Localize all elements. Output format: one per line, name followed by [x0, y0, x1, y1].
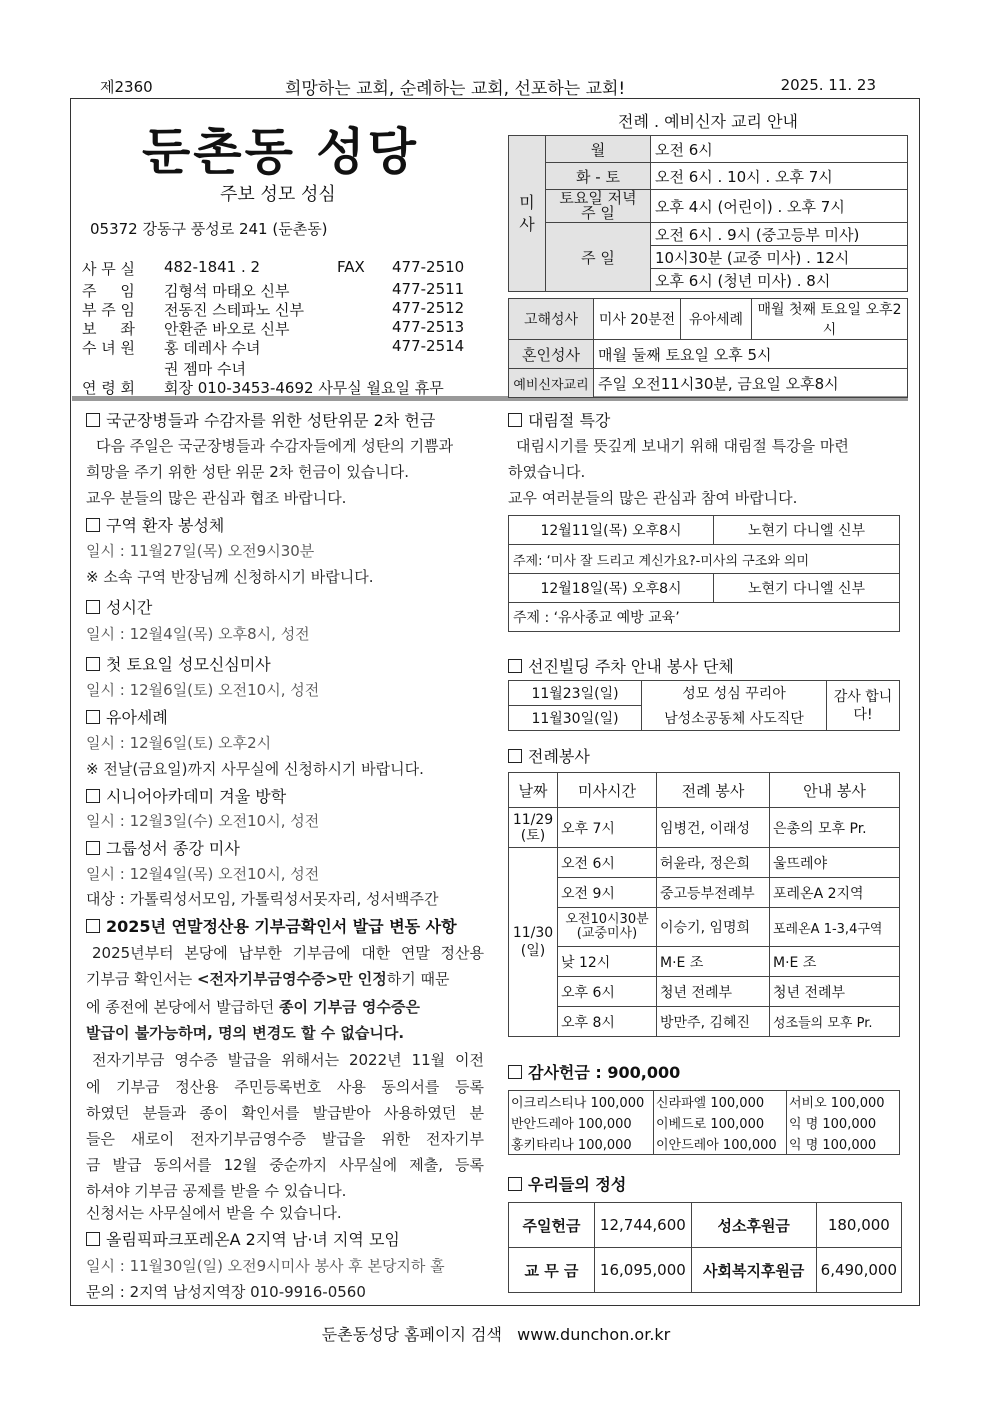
text-line: 교우 여러분들의 많은 관심과 참여 바랍니다. [508, 489, 798, 507]
offering-value: 12,744,600 [595, 1203, 692, 1248]
checkbox-icon [86, 1232, 100, 1246]
checkbox-icon [86, 657, 100, 671]
pastor-label: 주 임 [82, 282, 135, 300]
aide-name: 안환준 바오로 신부 [164, 320, 290, 338]
liturgy-guides: 성조들의 모후 Pr. [770, 1007, 900, 1037]
liturgy-table [508, 772, 900, 1037]
convent2-name: 권 젬마 수녀 [164, 360, 246, 378]
liturgy-guides: 울뜨레야 [770, 848, 900, 878]
liturgy-servers: 중고등부전례부 [657, 878, 770, 908]
fax-number: 477-2510 [392, 258, 465, 276]
church-name: 둔촌동 성당 [142, 122, 419, 181]
liturgy-servers: 허윤라, 정은희 [657, 848, 770, 878]
lecture-speaker: 노현기 다니엘 신부 [714, 574, 900, 603]
text-line: 일시 : 11월30일(일) 오전9시미사 봉사 후 본당지하 홀 [86, 1257, 445, 1275]
text-line: 대림시기를 뜻깊게 보내기 위해 대림절 특강을 마련 [516, 437, 849, 455]
parking-group: 남성소공동체 사도직단 [642, 706, 827, 731]
checkbox-icon [508, 413, 522, 427]
text-line: 일시 : 12월6일(토) 오후2시 [86, 734, 272, 752]
aide-label: 보 좌 [82, 320, 135, 338]
text-line: 일시 : 12월4일(목) 오전10시, 성전 [86, 865, 320, 883]
text-line: 일시 : 12월6일(토) 오전10시, 성전 [86, 681, 320, 699]
col-header: 미사시간 [558, 773, 657, 808]
checkbox-icon [508, 659, 522, 673]
liturgy-servers: 방만주, 김혜진 [657, 1007, 770, 1037]
text-line: 들은 새로이 전자기부금영수증 발급을 위한 전자기부 [86, 1130, 484, 1148]
section-title: 유아세례 [86, 705, 168, 728]
section-title: 2025년 연말정산용 기부금확인서 발급 변동 사항 [86, 914, 457, 937]
col-header: 안내 봉사 [770, 773, 900, 808]
section-title: 국군장병들과 수감자를 위한 성탄위문 2차 헌금 [86, 408, 435, 431]
checkbox-icon [86, 789, 100, 803]
convent-tel: 477-2514 [392, 337, 465, 355]
offering-value: 16,095,000 [595, 1248, 692, 1293]
mass-day: 주 일 [546, 223, 651, 292]
mass-table [508, 135, 908, 292]
donor: 신라파엘 100,000 [654, 1091, 787, 1113]
text-line: 기부금 확인서는 <전자기부금영수증>만 인정하기 때문 [86, 970, 450, 988]
convent-name: 홍 데레사 수녀 [164, 339, 261, 357]
mass-title: 전례 . 예비신자 교리 안내 [618, 112, 798, 131]
catechism-label: 예비신자교리 [509, 369, 594, 398]
issue-number: 제2360 [100, 78, 153, 96]
checkbox-icon [86, 518, 100, 532]
pastor-tel: 477-2511 [392, 280, 465, 298]
parking-thanks: 감사 합니다! [827, 681, 900, 731]
checkbox-icon [508, 749, 522, 763]
checkbox-icon [86, 413, 100, 427]
council-text: 회장 010-3453-4692 사무실 월요일 휴무 [164, 379, 444, 397]
parking-table [508, 680, 900, 731]
liturgy-guides: M·E 조 [770, 947, 900, 977]
aide-tel: 477-2513 [392, 318, 465, 336]
confession-time: 미사 20분전 [594, 299, 681, 340]
footer-homepage: 둔촌동성당 홈페이지 검색 www.dunchon.or.kr [321, 1325, 671, 1344]
liturgy-time: 오전 6시 [558, 848, 657, 878]
section-title: 시니어아카데미 겨울 방학 [86, 784, 286, 807]
donor: 익 명 100,000 [787, 1133, 900, 1155]
lecture-speaker: 노현기 다니엘 신부 [714, 516, 900, 545]
assistant-name: 전동진 스테파노 신부 [164, 301, 304, 319]
mass-times: 오전 6시 [651, 136, 908, 163]
liturgy-guides: 포레온A 2지역 [770, 878, 900, 908]
liturgy-servers: 청년 전례부 [657, 977, 770, 1007]
section-title: 전례봉사 [508, 744, 590, 767]
offering-label: 사회복지후원금 [691, 1248, 816, 1293]
donor: 홍키타리나 100,000 [509, 1133, 654, 1155]
wedding-time: 매월 둘째 토요일 오후 5시 [594, 340, 908, 369]
text-line: 에 기부금 정산용 주민등록번호 사용 동의서를 등록 [86, 1078, 484, 1096]
donor: 서비오 100,000 [787, 1091, 900, 1113]
liturgy-guides: 포레온A 1-3,4구역 [770, 908, 900, 947]
text-line: ※ 전날(금요일)까지 사무실에 신청하시기 바랍니다. [86, 760, 424, 778]
liturgy-guides: 은총의 모후 Pr. [770, 808, 900, 848]
section-title: 올림픽파크포레온A 2지역 남·녀 지역 모임 [86, 1227, 400, 1250]
issue-date: 2025. 11. 23 [780, 76, 876, 94]
catechism-time: 주일 오전11시30분, 금요일 오후8시 [594, 369, 908, 398]
offering-table [508, 1202, 902, 1293]
confession-label: 고해성사 [509, 299, 594, 340]
parking-date: 11월23일(일) [509, 681, 642, 706]
section-title: 대림절 특강 [508, 408, 610, 431]
text-line: 다음 주일은 국군장병들과 수감자들에게 성탄의 기쁨과 [96, 437, 454, 455]
liturgy-servers: M·E 조 [657, 947, 770, 977]
text-line: 교우 분들의 많은 관심과 협조 바랍니다. [86, 489, 347, 507]
mass-day: 월 [546, 136, 651, 163]
text-line: 대상 : 가톨릭성서모임, 가톨릭성서못자리, 성서백주간 [86, 890, 439, 908]
mass-times: 오전 6시 . 10시 . 오후 7시 [651, 163, 908, 190]
liturgy-servers: 임병건, 이래성 [657, 808, 770, 848]
text-line: 일시 : 12월3일(수) 오전10시, 성전 [86, 812, 320, 830]
liturgy-time: 오전10시30분 (교중미사) [558, 908, 657, 947]
thanks-offering-table [508, 1090, 900, 1155]
liturgy-time: 오후 7시 [558, 808, 657, 848]
liturgy-date: 11/29 (토) [509, 808, 558, 848]
section-title: 우리들의 정성 [508, 1172, 626, 1195]
text-line: 하셔야 기부금 공제를 받을 수 있습니다. [86, 1182, 347, 1200]
checkbox-icon [86, 919, 100, 933]
col-header: 날짜 [509, 773, 558, 808]
text-line: 에 종전에 본당에서 발급하던 종이 기부금 영수증은 [86, 998, 420, 1016]
text-line: 신청서는 사무실에서 받을 수 있습니다. [86, 1204, 342, 1222]
donor: 익 명 100,000 [787, 1112, 900, 1133]
baptism-time: 매월 첫째 토요일 오후2시 [752, 299, 908, 340]
section-title: 성시간 [86, 595, 152, 618]
assistant-tel: 477-2512 [392, 299, 465, 317]
lecture-date: 12월18일(목) 오후8시 [509, 574, 714, 603]
checkbox-icon [86, 841, 100, 855]
council-label: 연 령 회 [82, 379, 136, 397]
text-line: 일시 : 11월27일(목) 오전9시30분 [86, 542, 315, 560]
sacrament-table [508, 298, 908, 398]
liturgy-date: 11/30 (일) [509, 848, 558, 1037]
motto: 희망하는 교회, 순례하는 교회, 선포하는 교회! [285, 79, 626, 99]
donor: 반안드레아 100,000 [509, 1112, 654, 1133]
mass-times: 오후 6시 (청년 미사) . 8시 [651, 269, 908, 292]
section-title: 감사헌금 : 900,000 [508, 1060, 680, 1083]
section-title: 그룹성서 종강 미사 [86, 836, 240, 859]
office-label: 사 무 실 [82, 260, 136, 278]
pastor-name: 김형석 마태오 신부 [164, 282, 290, 300]
donor: 이크리스티나 100,000 [509, 1091, 654, 1113]
donor: 이안드레아 100,000 [654, 1133, 787, 1155]
mass-times: 10시30분 (교중 미사) . 12시 [651, 246, 908, 269]
parking-group: 성모 성심 꾸리아 [642, 681, 827, 706]
lecture-date: 12월11일(목) 오후8시 [509, 516, 714, 545]
office-phone: 482-1841 . 2 [164, 258, 261, 276]
assistant-label: 부 주 임 [82, 301, 136, 319]
text-line: 금 발급 동의서를 12월 중순까지 사무실에 제출, 등록 [86, 1156, 484, 1174]
text-line: 희망을 주기 위한 성탄 위문 2차 헌금이 있습니다. [86, 463, 409, 481]
lecture-topic: 주제: ‘미사 잘 드리고 계신가요?-미사의 구조와 의미 [509, 545, 900, 574]
lecture-topic: 주제 : ‘유사종교 예방 교육’ [509, 603, 900, 632]
section-title: 선진빌딩 주차 안내 봉사 단체 [508, 654, 734, 677]
offering-label: 주일헌금 [509, 1203, 595, 1248]
mass-times: 오후 4시 (어린이) . 오후 7시 [651, 190, 908, 223]
donor: 이베드로 100,000 [654, 1112, 787, 1133]
mass-times: 오전 6시 . 9시 (중고등부 미사) [651, 223, 908, 246]
mass-day: 화 - 토 [546, 163, 651, 190]
convent-label: 수 녀 원 [82, 339, 136, 357]
top-header [70, 72, 922, 98]
section-title: 첫 토요일 성모신심미사 [86, 652, 271, 675]
offering-label: 교 무 금 [509, 1248, 595, 1293]
parking-date: 11월30일(일) [509, 706, 642, 731]
advent-lecture-table [508, 515, 900, 632]
address: 05372 강동구 풍성로 241 (둔촌동) [90, 220, 328, 238]
offering-label: 성소후원금 [691, 1203, 816, 1248]
text-line: 하였던 분들과 종이 확인서를 발급받아 사용하였던 분 [86, 1104, 484, 1122]
mass-day: 토요일 저녁 주 일 [546, 190, 651, 223]
section-title: 구역 환자 봉성체 [86, 513, 224, 536]
liturgy-time: 오후 6시 [558, 977, 657, 1007]
liturgy-servers: 이승기, 임명희 [657, 908, 770, 947]
checkbox-icon [508, 1177, 522, 1191]
text-line: 하였습니다. [508, 463, 586, 481]
fax-label: FAX [337, 258, 365, 276]
checkbox-icon [86, 600, 100, 614]
baptism-label: 유아세례 [681, 299, 752, 340]
offering-value: 180,000 [816, 1203, 901, 1248]
text-line: ※ 소속 구역 반장님께 신청하시기 바랍니다. [86, 568, 374, 586]
text-line: 문의 : 2지역 남성지역장 010-9916-0560 [86, 1283, 366, 1301]
checkbox-icon [86, 710, 100, 724]
text-line: 전자기부금 영수증 발급을 위해서는 2022년 11월 이전 [92, 1051, 484, 1069]
text-line: 2025년부터 본당에 납부한 기부금에 대한 연말 정산용 [92, 944, 484, 962]
checkbox-icon [508, 1065, 522, 1079]
patron: 주보 성모 성심 [220, 184, 336, 205]
liturgy-time: 오후 8시 [558, 1007, 657, 1037]
mass-label: 미 사 [509, 136, 546, 292]
col-header: 전례 봉사 [657, 773, 770, 808]
text-line: 일시 : 12월4일(목) 오후8시, 성전 [86, 625, 310, 643]
liturgy-guides: 청년 전례부 [770, 977, 900, 1007]
liturgy-time: 오전 9시 [558, 878, 657, 908]
offering-value: 6,490,000 [816, 1248, 901, 1293]
liturgy-time: 낮 12시 [558, 947, 657, 977]
text-line: 발급이 불가능하며, 명의 변경도 할 수 없습니다. [86, 1024, 405, 1042]
wedding-label: 혼인성사 [509, 340, 594, 369]
